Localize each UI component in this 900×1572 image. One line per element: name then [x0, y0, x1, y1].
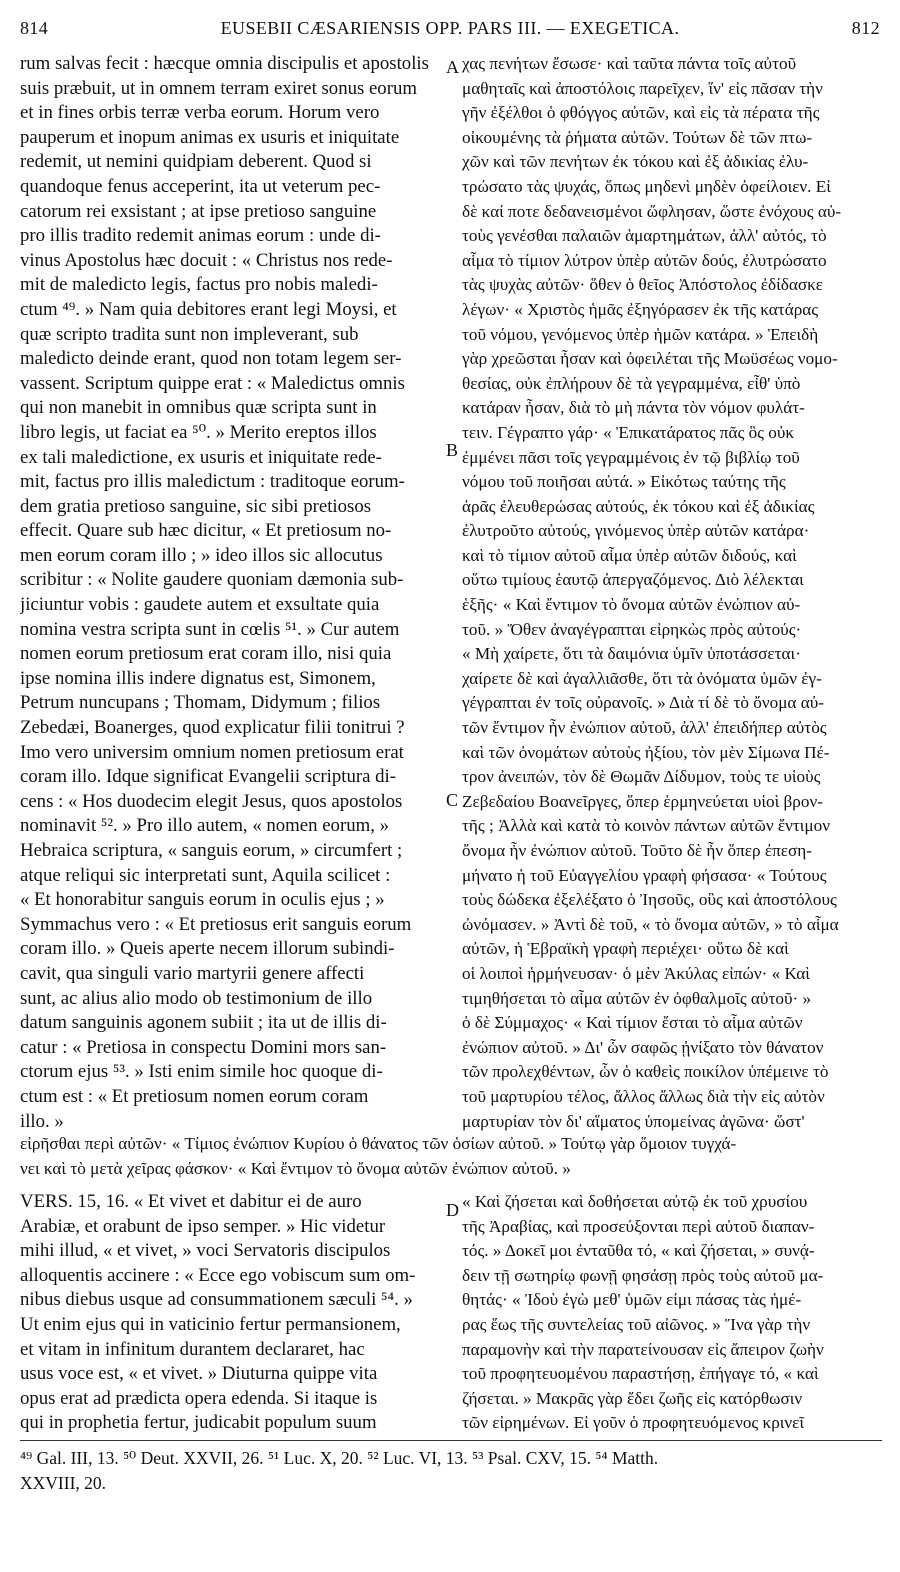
text-line: δειν τῇ σωτηρίῳ φωνῇ φησάσῃ πρὸς τοὺς αὐτοῦ μα- — [462, 1265, 824, 1285]
text-line: θητάς· « Ἰδοὺ ἐγὼ μεθ' ὑμῶν εἰμι πάσας τὰς ἡμέ- — [462, 1290, 802, 1310]
greek-column-lower — [462, 1190, 882, 1436]
text-line: ὠνόμασεν. » Ἀντὶ δὲ τοῦ, « τὸ ὄνομα αὐτῶν, » τὸ αἷμα — [462, 914, 839, 934]
text-line: atque reliqui sic interpretati sunt, Aquila scilicet : — [20, 864, 391, 886]
text-line: παραμονὴν καὶ τὴν παρατείνουσαν εἰς ἄπειρον ζωὴν — [462, 1339, 824, 1359]
latin-column-upper — [20, 52, 445, 1134]
footnote-line: XXVIII, 20. — [20, 1472, 107, 1493]
text-line: catur : « Pretiosa in conspectu Domini mors san- — [20, 1036, 387, 1058]
text-line: εἰρῆσθαι περὶ αὐτῶν· « Τίμιος ἐνώπιον Κυρίου ὁ θάνατος τῶν ὁσίων αὐτοῦ. » Τούτῳ γὰρ ὅμοιον τυγχά- — [20, 1134, 737, 1153]
text-line: Ζεβεδαίου Βοανεῖργες, ὅπερ ἑρμηνεύεται υἱοὶ βρον- — [462, 791, 823, 811]
text-line: Hebraica scriptura, « sanguis eorum, » circumfert ; — [20, 840, 403, 861]
text-line: Imo vero universim omnium nomen pretiosum erat — [20, 741, 404, 763]
text-line: τοῦ. » Ὅθεν ἀναγέγραπται εἰρηκὼς πρὸς αὐτούς· — [462, 619, 802, 639]
text-line: effecit. Quare sub hæc dicitur, « Et pretiosum no- — [20, 520, 392, 542]
text-line: ipse nomina illis indere dignatus est, Simonem, — [20, 667, 376, 689]
text-line: Zebedæi, Boanerges, quod explicatur filii tonitrui ? — [20, 717, 405, 739]
text-line: cens : « Hos duodecim elegit Jesus, quos apostolos — [20, 790, 403, 812]
footnote-line: ⁴⁹ Gal. III, 13. ⁵⁰ Deut. XXVII, 26. ⁵¹ Luc. X, 20. ⁵² Luc. VI, 13. ⁵³ Psal. CXV, 15. ⁵⁴ Matth. — [20, 1448, 659, 1468]
text-line: τῆς ; Ἀλλὰ καὶ κατὰ τὸ κοινὸν πάντων αὐτῶν ἔντιμον — [462, 816, 830, 836]
text-line: mihi illud, « et vivet, » voci Servatoris discipulos — [20, 1240, 391, 1262]
text-line: Symmachus vero : « Et pretiosus erit sanguis eorum — [20, 913, 412, 935]
latin-column-lower — [20, 1190, 445, 1436]
text-line: ἀρᾶς ἐλευθερώσας αὐτούς, ἐκ τόκου καὶ ἐξ ἀδικίας — [462, 496, 815, 516]
right-page-number: 812 — [851, 18, 880, 38]
text-line: τὰς ψυχὰς αὐτῶν· ὅθεν ὁ θεῖος Ἀπόστολος ἐδίδασκε — [462, 275, 823, 295]
text-line: Arabiæ, et orabunt de ipso semper. » Hic videtur — [20, 1215, 386, 1237]
text-line: καὶ τῶν ὀνομάτων αὐτοὺς ἠξίου, τὸν μὲν Σίμωνα Πέ- — [462, 742, 830, 762]
text-line: τρώσατο τὰς ψυχάς, ὅπως μηδενὶ μηδὲν ὀφείλοιεν. Εἰ — [462, 176, 831, 196]
text-line: οὕτω τιμίους ἑαυτῷ ἀπεργαζόμενος. Διὸ λέλεκται — [462, 570, 804, 590]
text-line: δὲ καί ποτε δεδανεισμένοι ὤφλησαν, ὥστε ἐνόχους αὐ- — [462, 201, 842, 221]
text-line: Ut enim ejus qui in vaticinio fertur permansionem, — [20, 1313, 401, 1335]
text-line: quæ scripto tradita sunt non impleverant, sub — [20, 323, 359, 345]
text-line: τῆς Ἀραβίας, καὶ προσεύξονται περὶ αὐτοῦ διαπαν- — [462, 1216, 815, 1236]
text-line: dem gratia pretioso sanguine, sic sibi pretiosos — [20, 495, 372, 517]
text-line: quandoque fenus acceperint, ita ut veterum pec- — [20, 175, 381, 197]
text-line: τοῦ προφητευομένου παραστήσῃ, ἐπήγαγε τό, « καὶ — [462, 1364, 819, 1384]
text-line: ἐμμένει πᾶσι τοῖς γεγραμμένοις ἐν τῷ βιβλίῳ τοῦ — [462, 447, 800, 467]
text-line: γὰρ χρεῶσται ἦσαν καὶ ὀφειλέται τῆς Μωϋσέως νομο- — [462, 349, 838, 369]
text-line: pro illis tradito redemit animas eorum : unde di- — [20, 225, 381, 247]
text-line: « Καὶ ζήσεται καὶ δοθήσεται αὐτῷ ἐκ τοῦ χρυσίου — [462, 1192, 808, 1211]
text-line: αἷμα τὸ τίμιον λύτρον ὑπὲρ αὐτῶν δούς, ἐλυτρώσατο — [462, 250, 827, 270]
text-line: τός. » Δοκεῖ μοι ἐνταῦθα τό, « καὶ ζήσεται, » συνᾴ- — [462, 1241, 815, 1261]
text-line: nomen eorum pretiosum erat coram illo, nisi quia — [20, 643, 392, 665]
running-title: EUSEBII CÆSARIENSIS OPP. PARS III. — EXEGETICA. — [220, 18, 680, 38]
text-line: λέγων· « Χριστὸς ἡμᾶς ἐξηγόρασεν ἐκ τῆς κατάρας — [462, 299, 819, 319]
text-line: ἐλυτροῦτο αὐτούς, γινόμενος ὑπὲρ αὐτῶν κατάρα· — [462, 521, 810, 541]
text-line: vinus Apostolus hæc docuit : « Christus nos rede- — [20, 249, 393, 271]
text-line: αὐτῶν, ἡ Ἑβραϊκὴ γραφὴ περιέχει· οὕτω δὲ καὶ — [462, 939, 789, 959]
full-width-greek-passage — [20, 1132, 882, 1181]
text-line: coram illo. Idque significat Evangelii scriptura di- — [20, 766, 397, 788]
text-line: qui non manebit in omnibus quæ scripta sunt in — [20, 397, 377, 419]
text-line: νόμου τοῦ ποιῆσαι αὐτά. » Εἰκότως ταύτης τῆς — [462, 472, 786, 492]
text-line: jiciuntur vobis : gaudete autem et exsultate quia — [20, 594, 380, 616]
text-line: τοὺς γενέσθαι παλαιῶν ἁμαρτημάτων, ἀλλ' αὐτός, τὸ — [462, 226, 827, 246]
text-line: « Et honorabitur sanguis eorum in oculis ejus ; » — [20, 889, 385, 911]
text-line: χας πενήτων ἔσωσε· καὶ ταῦτα πάντα τοῖς αὐτοῦ — [462, 54, 797, 73]
footnote-rule — [20, 1440, 882, 1441]
text-line: τοῦ μαρτυρίου τέλος, ἄλλος ἄλλως διὰ τὴν εἰς αὐτὸν — [462, 1086, 825, 1106]
margin-letter-a: A — [446, 57, 459, 77]
text-line: Petrum nuncupans ; Thomam, Didymum ; filios — [20, 692, 381, 714]
text-line: ctum ⁴⁹. » Nam quia debitores erant legi Moysi, et — [20, 298, 397, 320]
text-line: ὁ δὲ Σύμμαχος· « Καὶ τίμιον ἔσται τὸ αἷμα αὐτῶν — [462, 1013, 803, 1033]
text-line: ex tali maledictione, ex usuris et iniquitate rede- — [20, 446, 382, 468]
text-line: opus erat ad prædicta opera edenda. Si itaque is — [20, 1387, 378, 1409]
text-line: pauperum et inopum animas ex usuris et iniquitate — [20, 126, 400, 148]
text-line: νει καὶ τὸ μετὰ χεῖρας φάσκον· « Καὶ ἔντιμον τὸ ὄνομα αὐτῶν ἐνώπιον αὐτοῦ. » — [20, 1158, 571, 1178]
footnotes — [20, 1446, 882, 1495]
text-line: ἐνώπιον αὐτοῦ. » Δι' ὧν σαφῶς ᾐνίξατο τὸν θάνατον — [462, 1037, 824, 1057]
text-line: τρον ἀνειπών, τὸν δὲ Θωμᾶν Δίδυμον, τοὺς τε υἱοὺς — [462, 767, 821, 787]
text-line: κατάραν ἦσαν, διὰ τὸ μὴ πάντα τὸν νόμον φυλάτ- — [462, 398, 805, 418]
greek-column-upper — [462, 52, 882, 1134]
text-line: suis præbuit, ut in omnem terram exiret sonus eorum — [20, 77, 417, 99]
text-line: τῶν εἰρημένων. Εἰ γοῦν ὁ προφητευόμενος κρινεῖ — [462, 1413, 805, 1433]
text-line: τοῦ νόμου, γενόμενος ὑπὲρ ἡμῶν κατάρα. » Ἐπειδὴ — [462, 324, 819, 344]
text-line: cavit, qua singuli vario martyrii genere affecti — [20, 962, 365, 984]
text-line: μήνατο ἡ τοῦ Εὐαγγελίου γραφὴ φήσασα· « Τούτους — [462, 865, 827, 885]
text-line: qui in prophetia fertur, judicabit populum suum — [20, 1412, 377, 1434]
text-line: ρας ἕως τῆς συντελείας τοῦ αἰῶνος. » Ἵνα γὰρ τὴν — [462, 1314, 811, 1334]
text-line: mit, factus pro illis maledictum : traditoque eorum- — [20, 471, 405, 493]
text-line: vassent. Scriptum quippe erat : « Maledictus omnis — [20, 372, 405, 394]
text-line: ζήσεται. » Μακρᾶς γὰρ ἔδει ζωῆς εἰς κατόρθωσιν — [462, 1388, 803, 1408]
text-line: τιμηθήσεται τὸ αἷμα αὐτῶν ἐν ὀφθαλμοῖς αὐτοῦ· » — [462, 988, 812, 1008]
text-line: et vitam in infinitum durantem declararet, hac — [20, 1338, 365, 1360]
text-line: « Μὴ χαίρετε, ὅτι τὰ δαιμόνια ὑμῖν ὑποτάσσεται· — [462, 644, 801, 664]
text-line: τειν. Γέγραπτο γάρ· « Ἐπικατάρατος πᾶς ὃς οὐκ — [462, 422, 795, 442]
text-line: γῆν ἐξέλθοι ὁ φθόγγος αὐτῶν, καὶ εἰς τὰ πέρατα τῆς — [462, 103, 820, 123]
left-page-number: 814 — [20, 18, 49, 38]
text-line: μαθηταῖς καὶ ἀποστόλοις παρεῖχεν, ἵν' εἰς πᾶσαν τὴν — [462, 78, 823, 98]
text-line: ὄνομα ἦν ἐνώπιον αὐτοῦ. Τοῦτο δὲ ἦν ὅπερ ἐπεση- — [462, 841, 812, 860]
text-line: catorum rei exsistant ; at ipse pretioso sanguine — [20, 200, 377, 222]
text-line: et in fines orbis terræ verba eorum. Horum vero — [20, 102, 380, 124]
text-line: sunt, ac alius alio modo ob testimonium de illo — [20, 987, 373, 1009]
text-line: τῶν ἔντιμον ἦν ἐνώπιον αὐτοῦ, ἀλλ' ἐπειδήπερ αὐτὸς — [462, 718, 827, 738]
text-line: coram illo. » Queis aperte necem illorum subindi- — [20, 938, 395, 960]
text-line: rum salvas fecit : hæcque omnia discipulis et apostolis — [20, 53, 429, 74]
text-line: men eorum coram illo ; » ideo illos sic allocutus — [20, 544, 383, 566]
text-line: ctorum ejus ⁵³. » Isti enim simile hoc quoque di- — [20, 1061, 383, 1083]
text-line: ctum est : « Et pretiosum nomen eorum coram — [20, 1085, 369, 1107]
text-line: χῶν καὶ τῶν πενήτων ἐκ τόκου καὶ ἐξ ἀδικίας ἐλυ- — [462, 152, 809, 172]
text-line: χαίρετε δὲ καὶ ἀγαλλιᾶσθε, ὅτι τὰ ὀνόματα ὑμῶν ἐγ- — [462, 668, 822, 688]
text-line: τοὺς δώδεκα ἐξελέξατο ὁ Ἰησοῦς, οὓς καὶ ἀποστόλους — [462, 890, 837, 910]
margin-letter-d: D — [446, 1200, 459, 1220]
text-line: libro legis, ut faciat ea ⁵⁰. » Merito ereptos illos — [20, 421, 377, 443]
text-line: μαρτυρίαν τὸν δι' αἵματος ὑπομείνας ἀγῶνα· ὥστ' — [462, 1111, 805, 1131]
text-line: οἰκουμένης τὰ ῥήματα αὐτῶν. Τούτων δὲ τῶν πτω- — [462, 127, 813, 147]
text-line: γέγραπται ἐν τοῖς οὐρανοῖς. » Διὰ τί δὲ τὸ ὄνομα αὐ- — [462, 693, 824, 713]
text-line: καὶ τὸ τίμιον αὐτοῦ αἷμα ὑπὲρ αὐτῶν διδούς, καὶ — [462, 545, 797, 565]
text-line: mit de maledicto legis, factus pro nobis maledi- — [20, 274, 378, 296]
text-line: illo. » — [20, 1110, 64, 1132]
text-line: VERS. 15, 16. « Et vivet et dabitur ei de auro — [20, 1191, 362, 1212]
text-line: maledicto deinde erant, quod non totam legem ser- — [20, 348, 402, 370]
text-line: scribitur : « Nolite gaudere quoniam dæmonia sub- — [20, 569, 404, 591]
text-line: ἑξῆς· « Καὶ ἔντιμον τὸ ὄνομα αὐτῶν ἐνώπιον αὐ- — [462, 595, 801, 615]
text-line: redemit, ut nemini quidpiam deberent. Quod si — [20, 151, 372, 173]
text-line: τῶν προλεχθέντων, ὧν ὁ καθεὶς ποικίλον ὑπέμεινε τὸ — [462, 1062, 829, 1082]
text-line: usus voce est, « et vivet. » Diuturna quippe vita — [20, 1363, 378, 1385]
text-line: nominavit ⁵². » Pro illo autem, « nomen eorum, » — [20, 815, 389, 837]
text-line: οἱ λοιποὶ ἡρμήνευσαν· ὁ μὲν Ἀκύλας εἰπών· « Καὶ — [462, 963, 810, 983]
text-line: nomina vestra scripta sunt in cœlis ⁵¹. » Cur autem — [20, 618, 400, 640]
text-line: datum sanguinis agonem subiit ; ita ut de illis di- — [20, 1012, 387, 1034]
text-line: θεσίας, οὐκ ἐπλήρουν δὲ τὰ γεγραμμένα, εἶθ' ὑπὸ — [462, 373, 801, 393]
margin-letter-c: C — [446, 790, 459, 810]
running-header — [20, 18, 880, 48]
margin-letter-b: B — [446, 440, 459, 460]
text-line: alloquentis accinere : « Ecce ego vobiscum sum om- — [20, 1264, 416, 1286]
text-line: nibus diebus usque ad consummationem sæculi ⁵⁴. » — [20, 1289, 413, 1311]
